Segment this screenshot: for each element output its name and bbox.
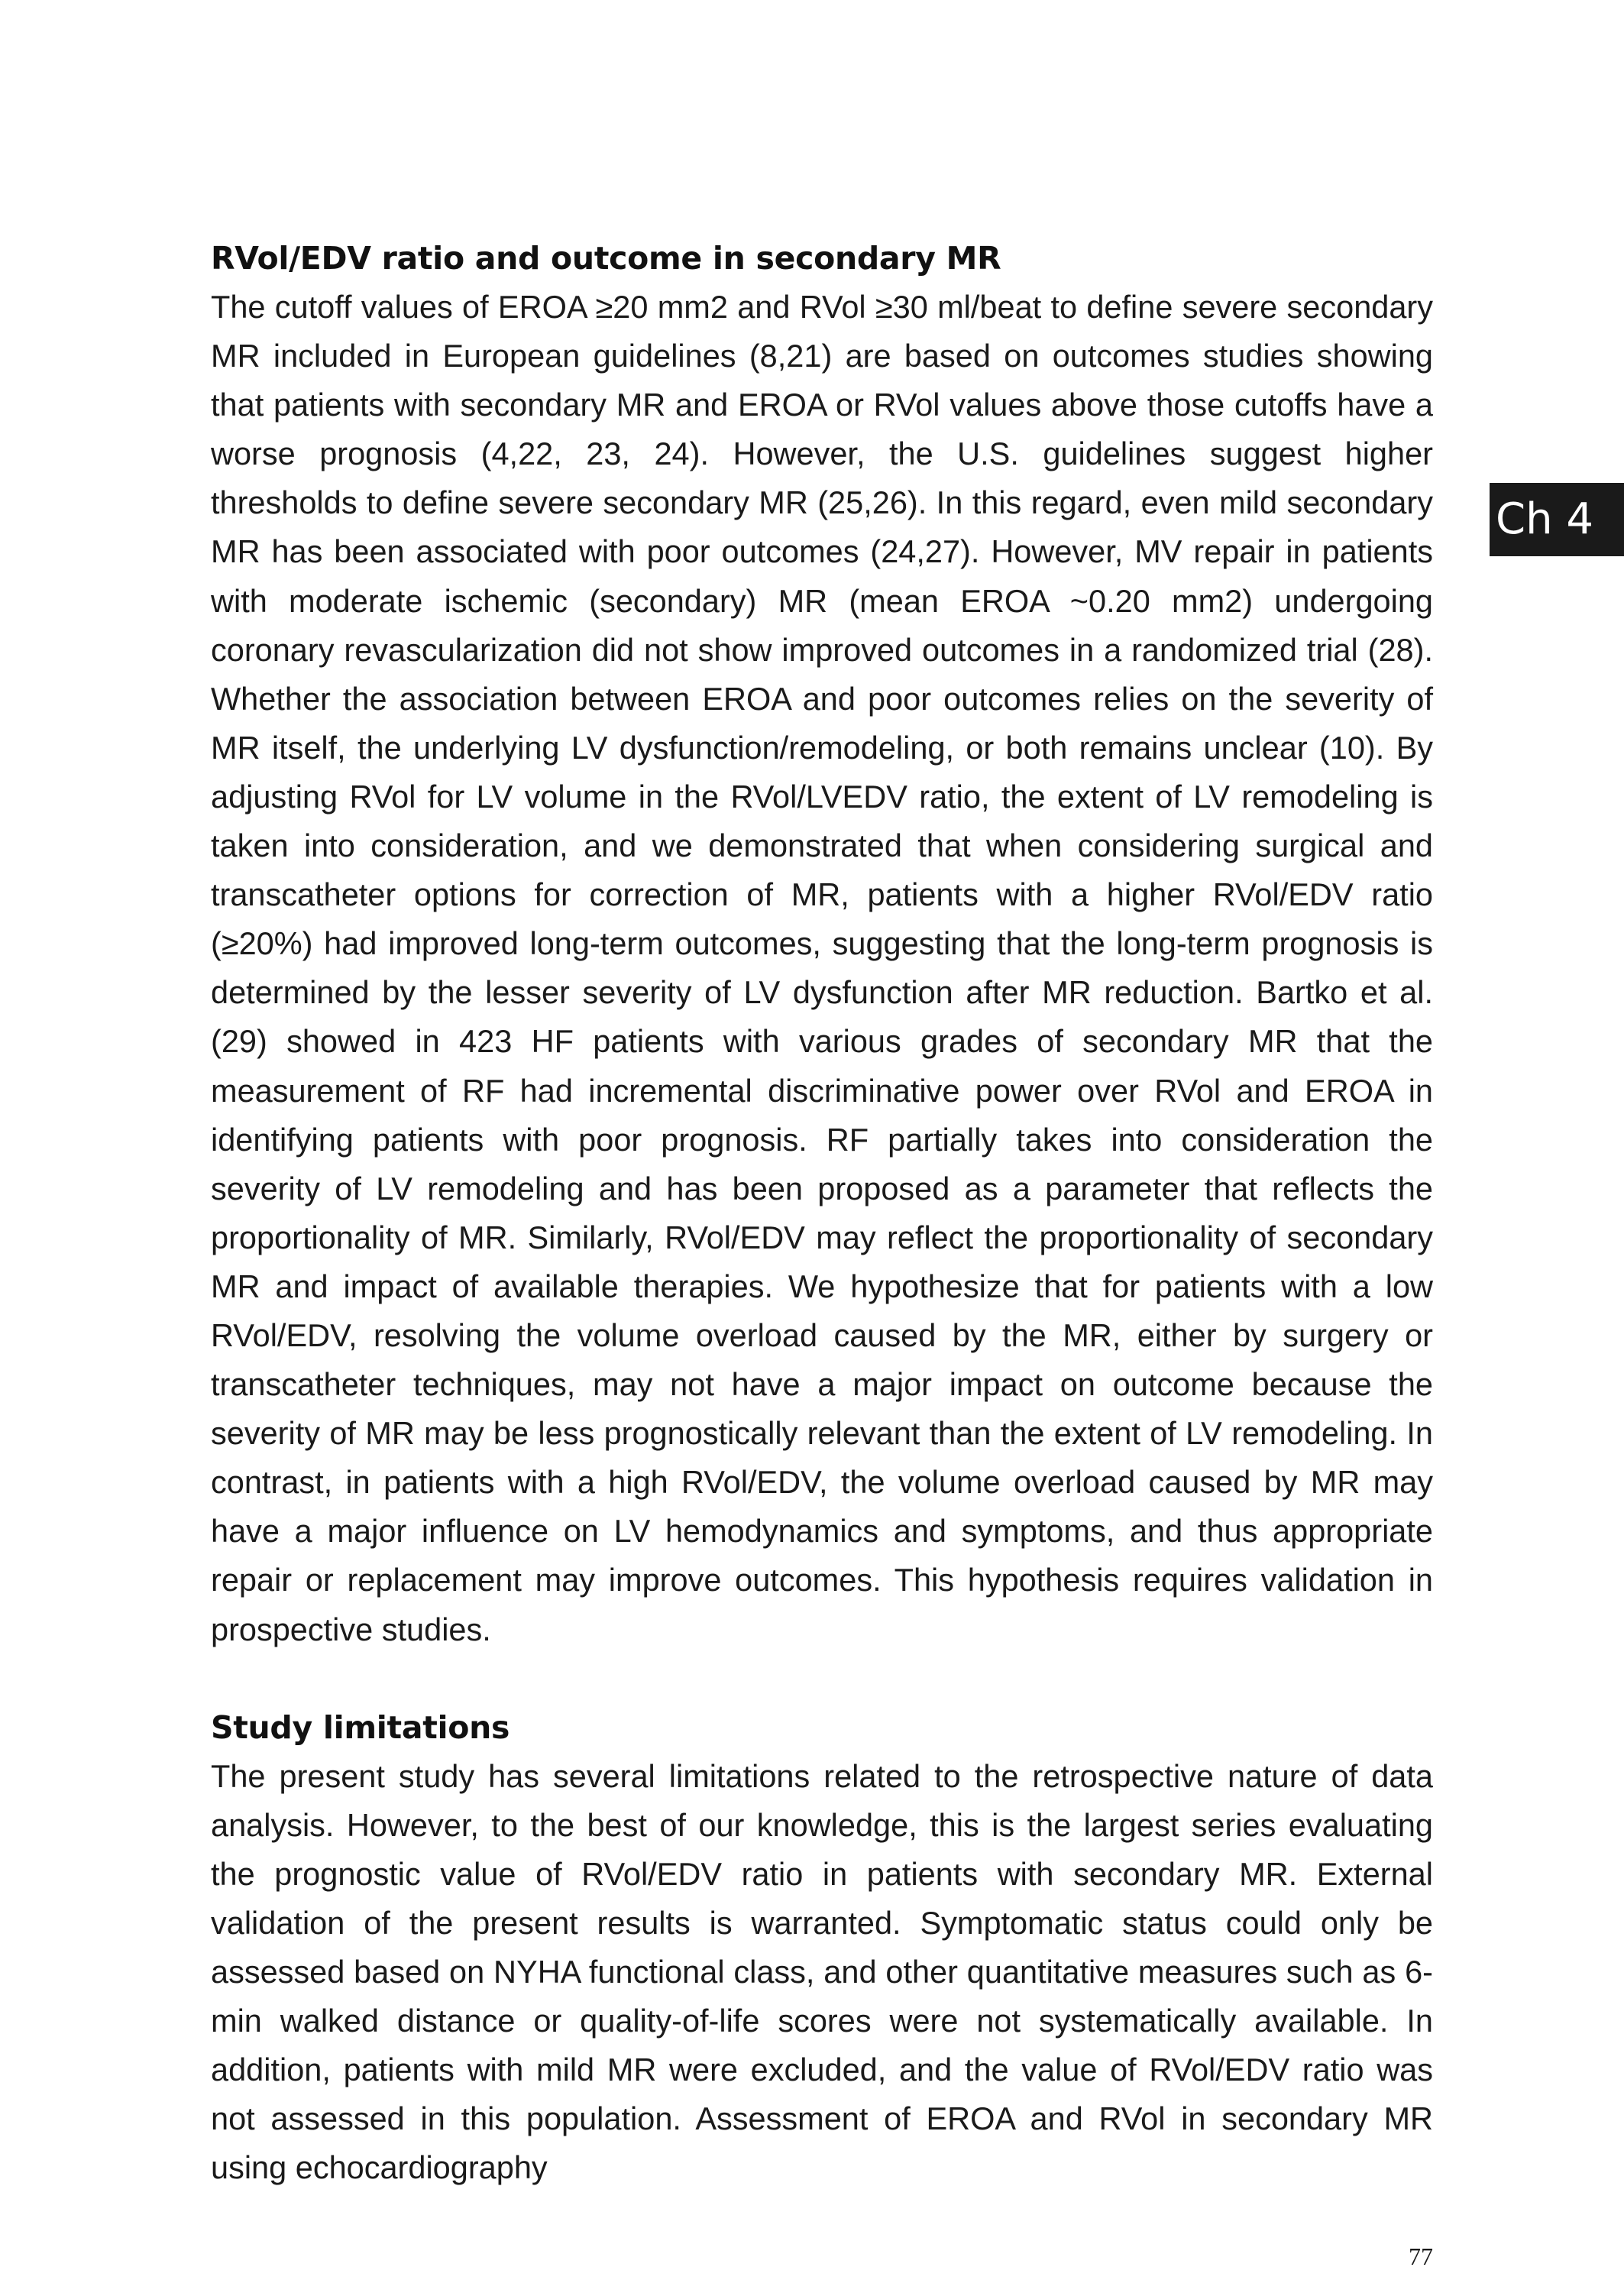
section-paragraph: The cutoff values of EROA ≥20 mm2 and RVol ≥30 ml/beat to define severe secondary MR included in European guidelines (8,21) are based on outcomes studies showing that patients with secondary MR and EROA or RVol values above those cutoffs have a worse prognosis (4,22, 23, 24). However, the U.S. guidelines suggest higher thresholds to define severe secondary MR (25,26). In this regard, even mild secondary MR has been associated with poor outcomes (24,27). However, MV repair in patients with moderate ischemic (secondary) MR (mean EROA ~0.20 mm2) undergoing coronary revascularization did not show improved outcomes in a randomized trial (28). Whether the association between EROA and poor outcomes relies on the severity of MR itself, the underlying LV dysfunction/remodeling, or both remains unclear (10). By adjusting RVol for LV volume in the RVol/LVEDV ratio, the extent of LV remodeling is taken into consideration, and we demonstrated that when considering surgical and transcatheter options for correction of MR, patients with a higher RVol/EDV ratio (≥20%) had improved long-term outcomes, suggesting that the long-term prognosis is determined by the lesser severity of LV dysfunction after MR reduction. Bartko et al. (29) showed in 423 HF patients with various grades of secondary MR that the measurement of RF had incremental discriminative power over RVol and EROA in identifying patients with poor prognosis. RF partially takes into consideration the severity of LV remodeling and has been proposed as a parameter that reflects the proportionality of MR. Similarly, RVol/EDV may reflect the proportionality of secondary MR and impact of available therapies. We hypothesize that for patients with a low RVol/EDV, resolving the volume overload caused by the MR, either by surgery or transcatheter techniques, may not have a major impact on outcome because the severity of MR may be less prognostically relevant than the extent of LV remodeling. In contrast, in patients with a high RVol/EDV, the volume overload caused by MR may have a major influence on LV hemodynamics and symptoms, and thus appropriate repair or replacement may improve outcomes. This hypothesis requires validation in prospective studies. (211, 289, 1433, 1647)
section-heading: RVol/EDV ratio and outcome in secondary MR (211, 240, 1001, 277)
page-number: 77 (1409, 2243, 1433, 2270)
page-body (211, 234, 1433, 2192)
section-heading: Study limitations (211, 1708, 510, 1746)
section-rvol-edv-outcome (211, 234, 1433, 1654)
chapter-tab: Ch 4 (1490, 483, 1624, 556)
section-divider-space (211, 1654, 1433, 1703)
section-study-limitations (211, 1703, 1433, 2193)
section-paragraph: The present study has several limitations related to the retrospective nature of data analysis. However, to the best of our knowledge, this is the largest series evaluating the prognostic value of RVol/EDV ratio in patients with secondary MR. External validation of the present results is warranted. Symptomatic status could only be assessed based on NYHA functional class, and other quantitative measures such as 6-min walked distance or quality-of-life scores were not systematically available. In addition, patients with mild MR were excluded, and the value of RVol/EDV ratio was not assessed in this population. Assessment of EROA and RVol in secondary MR using echocardiography (211, 1757, 1433, 2186)
